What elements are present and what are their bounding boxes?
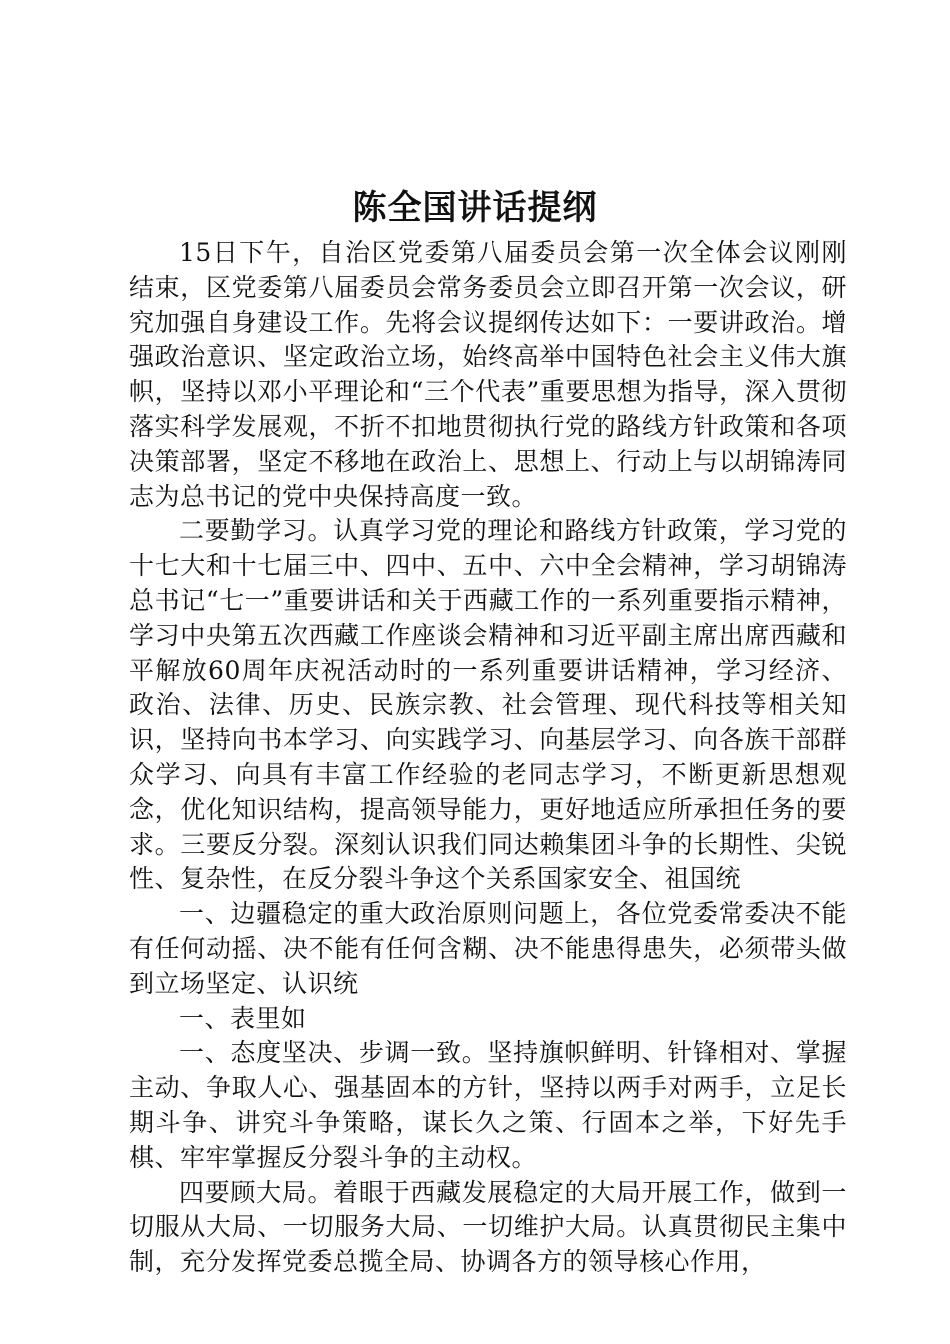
paragraph-2: 二要勤学习。认真学习党的理论和路线方针政策，学习党的十七大和十七届三中、四中、五中、六中全会精神，学习胡锦涛总书记“七一”重要讲话和关于西藏工作的一系列重要指示精神，学习中央第五次西藏工作座谈会精神和习近平副主席出席西藏和平解放60周年庆祝活动时的一系列重要讲话精神，学习经济、政治、法律、历史、民族宗教、社会管理、现代科技等相关知识，坚持向书本学习、向实践学习、向基层学习、向各族干部群众学习、向具有丰富工作经验的老同志学习，不断更新思想观念，优化知识结构，提高领导能力，更好地适应所承担任务的要求。三要反分裂。深刻认识我们同达赖集团斗争的长期性、尖锐性、复杂性，在反分裂斗争这个关系国家安全、祖国统 <box>129 516 847 894</box>
paragraph-4: 一、表里如 <box>179 1003 307 1033</box>
paragraph-3: 一、边疆稳定的重大政治原则问题上，各位党委常委决不能有任何动摇、决不能有任何含糊、决不能患得患失，必须带头做到立场坚定、认识统 <box>129 899 847 998</box>
paragraph-6: 四要顾大局。着眼于西藏发展稳定的大局开展工作，做到一切服从大局、一切服务大局、一切维护大局。认真贯彻民主集中制，充分发挥党委总揽全局、协调各方的领导核心作用， <box>129 1177 847 1277</box>
document-body <box>129 236 847 1280</box>
paragraph-5: 一、态度坚决、步调一致。坚持旗帜鲜明、针锋相对、掌握主动、争取人心、强基固本的方针，坚持以两手对两手，立足长期斗争、讲究斗争策略，谋长久之策、行固本之举，下好先手棋、牢牢掌握反分裂斗争的主动权。 <box>129 1038 847 1172</box>
document-title: 陈全国讲话提纲 <box>352 188 598 228</box>
paragraph-1: 15日下午，自治区党委第八届委员会第一次全体会议刚刚结束，区党委第八届委员会常务委员会立即召开第一次会议，研究加强自身建设工作。先将会议提纲传达如下：一要讲政治。增强政治意识、坚定政治立场，始终高举中国特色社会主义伟大旗帜，坚持以邓小平理论和“三个代表”重要思想为指导，深入贯彻落实科学发展观，不折不扣地贯彻执行党的路线方针政策和各项决策部署，坚定不移地在政治上、思想上、行动上与以胡锦涛同志为总书记的党中央保持高度一致。 <box>129 238 847 511</box>
